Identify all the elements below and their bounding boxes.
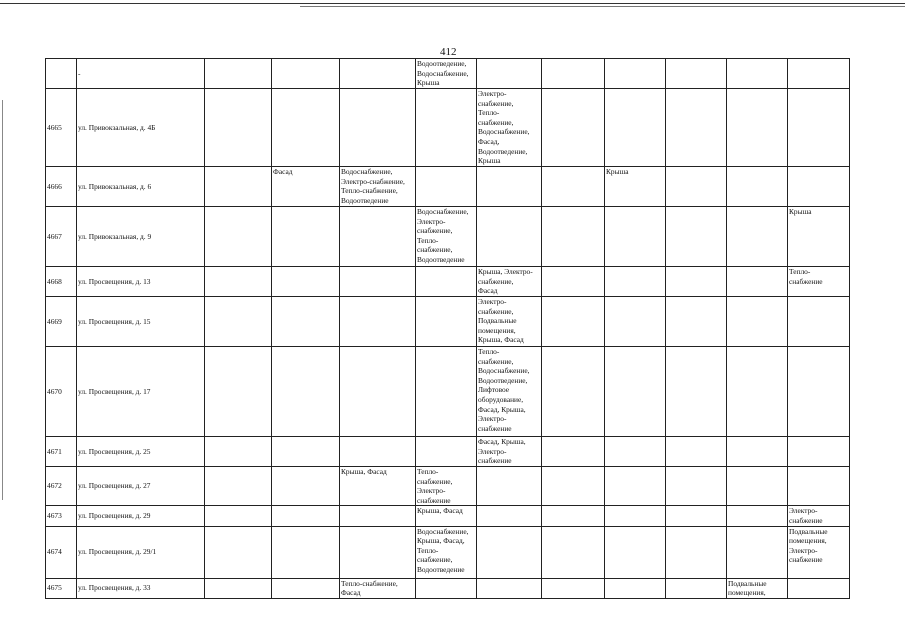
work-type-cell [666, 89, 727, 167]
work-type-cell: Подвальные помещения, [727, 578, 788, 598]
work-type-cell [340, 526, 416, 578]
work-type-cell [666, 506, 727, 526]
work-type-cell [788, 59, 850, 89]
work-type-cell: Электро- снабжение, Тепло- снабжение, Водоснабжение, Фасад, Водоотведение, Крыша [477, 89, 542, 167]
row-number-cell: 4666 [46, 167, 77, 207]
work-type-cell [477, 167, 542, 207]
work-type-cell [542, 437, 605, 467]
work-type-cell [666, 578, 727, 598]
work-type-cell [727, 207, 788, 267]
work-type-cell: Крыша [788, 207, 850, 267]
work-type-cell [727, 59, 788, 89]
row-number-cell: 4665 [46, 89, 77, 167]
work-type-cell [542, 506, 605, 526]
work-type-cell [605, 89, 666, 167]
work-type-cell: Электро- снабжение [788, 506, 850, 526]
work-type-cell: Подвальные помещения, Электро- снабжение [788, 526, 850, 578]
work-type-cell [666, 437, 727, 467]
work-type-cell [205, 347, 272, 437]
work-type-cell [477, 59, 542, 89]
table-row [46, 526, 850, 578]
work-type-cell [205, 167, 272, 207]
work-type-cell [666, 297, 727, 347]
work-type-cell [788, 437, 850, 467]
work-type-cell [605, 267, 666, 297]
row-number-cell: 4673 [46, 506, 77, 526]
work-type-cell [477, 526, 542, 578]
table-row [46, 347, 850, 437]
address-cell: ул. Просвещения, д. 27 [77, 467, 205, 506]
work-type-cell [605, 437, 666, 467]
work-type-cell [205, 59, 272, 89]
work-type-cell [272, 506, 340, 526]
address-cell: ул. Просвещения, д. 17 [77, 347, 205, 437]
work-type-cell [605, 59, 666, 89]
address-cell: ул. Привокзальная, д. 6 [77, 167, 205, 207]
work-type-cell [788, 578, 850, 598]
work-type-cell [788, 297, 850, 347]
work-type-cell [272, 578, 340, 598]
work-type-cell [416, 167, 477, 207]
work-type-cell [542, 59, 605, 89]
work-type-cell [272, 59, 340, 89]
address-cell: ул. Просвещения, д. 29 [77, 506, 205, 526]
work-type-cell [477, 506, 542, 526]
work-type-cell [416, 297, 477, 347]
work-type-cell [272, 347, 340, 437]
row-number-cell: 4670 [46, 347, 77, 437]
register-table [45, 58, 850, 599]
work-type-cell [666, 347, 727, 437]
work-type-cell [542, 578, 605, 598]
work-type-cell [272, 267, 340, 297]
work-type-cell [666, 59, 727, 89]
work-type-cell [205, 526, 272, 578]
work-type-cell [272, 89, 340, 167]
work-type-cell [542, 297, 605, 347]
work-type-cell [666, 526, 727, 578]
work-type-cell [788, 167, 850, 207]
work-type-cell [205, 578, 272, 598]
work-type-cell [416, 437, 477, 467]
work-type-cell [666, 167, 727, 207]
work-type-cell [416, 267, 477, 297]
address-cell: ул. Просвещения, д. 33 [77, 578, 205, 598]
work-type-cell: Крыша, Фасад [340, 467, 416, 506]
address-cell: ул. Привокзальная, д. 4Б [77, 89, 205, 167]
register-rows [46, 59, 850, 599]
work-type-cell [788, 347, 850, 437]
work-type-cell [416, 89, 477, 167]
left-scan-edge [2, 100, 3, 500]
work-type-cell [727, 437, 788, 467]
work-type-cell [205, 267, 272, 297]
work-type-cell [727, 526, 788, 578]
work-type-cell [205, 467, 272, 506]
table-row [46, 267, 850, 297]
work-type-cell [605, 347, 666, 437]
address-cell: - [77, 59, 205, 89]
top-scan-line-2 [300, 6, 905, 7]
work-type-cell [727, 347, 788, 437]
address-cell: ул. Просвещения, д. 13 [77, 267, 205, 297]
work-type-cell [340, 506, 416, 526]
table-row [46, 167, 850, 207]
address-cell: ул. Привокзальная, д. 9 [77, 207, 205, 267]
table-row [46, 467, 850, 506]
work-type-cell: Фасад [272, 167, 340, 207]
table-row [46, 297, 850, 347]
work-type-cell [477, 207, 542, 267]
work-type-cell [272, 437, 340, 467]
work-type-cell [605, 297, 666, 347]
work-type-cell [477, 467, 542, 506]
work-type-cell [205, 506, 272, 526]
work-type-cell [542, 207, 605, 267]
row-number-cell [46, 59, 77, 89]
row-number-cell: 4671 [46, 437, 77, 467]
row-number-cell: 4672 [46, 467, 77, 506]
work-type-cell: Тепло- снабжение [788, 267, 850, 297]
work-type-cell [272, 526, 340, 578]
work-type-cell [605, 207, 666, 267]
row-number-cell: 4675 [46, 578, 77, 598]
address-cell: ул. Просвещения, д. 15 [77, 297, 205, 347]
work-type-cell [416, 578, 477, 598]
work-type-cell: Тепло- снабжение, Водоснабжение, Водоотведение, Лифтовое оборудование, Фасад, Крыша, Электро- снабжение [477, 347, 542, 437]
address-cell: ул. Просвещения, д. 29/1 [77, 526, 205, 578]
work-type-cell: Водоснабжение, Электро-снабжение, Тепло-снабжение, Водоотведение [340, 167, 416, 207]
work-type-cell [605, 526, 666, 578]
work-type-cell [205, 437, 272, 467]
work-type-cell [205, 297, 272, 347]
work-type-cell [542, 167, 605, 207]
work-type-cell [727, 267, 788, 297]
row-number-cell: 4669 [46, 297, 77, 347]
table-row [46, 437, 850, 467]
work-type-cell [272, 207, 340, 267]
work-type-cell [416, 347, 477, 437]
work-type-cell: Крыша, Фасад [416, 506, 477, 526]
work-type-cell [542, 267, 605, 297]
work-type-cell: Тепло- снабжение, Электро- снабжение [416, 467, 477, 506]
work-type-cell [542, 89, 605, 167]
table-row [46, 207, 850, 267]
work-type-cell: Водоснабжение, Крыша, Фасад, Тепло- снабжение, Водоотведение [416, 526, 477, 578]
work-type-cell: Крыша [605, 167, 666, 207]
work-type-cell [666, 267, 727, 297]
work-type-cell [340, 347, 416, 437]
work-type-cell [666, 207, 727, 267]
work-type-cell [727, 89, 788, 167]
work-type-cell [788, 89, 850, 167]
row-number-cell: 4667 [46, 207, 77, 267]
work-type-cell [340, 89, 416, 167]
work-type-cell [542, 526, 605, 578]
work-type-cell [727, 297, 788, 347]
work-type-cell: Тепло-снабжение, Фасад [340, 578, 416, 598]
work-type-cell: Водоотведение, Водоснабжение, Крыша [416, 59, 477, 89]
table-row [46, 59, 850, 89]
work-type-cell [340, 59, 416, 89]
work-type-cell [727, 467, 788, 506]
work-type-cell [542, 347, 605, 437]
work-type-cell: Водоснабжение, Электро- снабжение, Тепло- снабжение, Водоотведение [416, 207, 477, 267]
work-type-cell [477, 578, 542, 598]
work-type-cell [340, 437, 416, 467]
table-row [46, 578, 850, 598]
row-number-cell: 4674 [46, 526, 77, 578]
work-type-cell: Фасад, Крыша, Электро- снабжение [477, 437, 542, 467]
work-type-cell [340, 267, 416, 297]
work-type-cell: Крыша, Электро- снабжение, Фасад [477, 267, 542, 297]
work-type-cell [340, 207, 416, 267]
top-scan-line [0, 3, 905, 4]
work-type-cell [605, 578, 666, 598]
work-type-cell [788, 467, 850, 506]
work-type-cell [205, 89, 272, 167]
work-type-cell [605, 506, 666, 526]
work-type-cell [272, 467, 340, 506]
row-number-cell: 4668 [46, 267, 77, 297]
work-type-cell [205, 207, 272, 267]
work-type-cell [666, 467, 727, 506]
work-type-cell [727, 506, 788, 526]
work-type-cell [340, 297, 416, 347]
address-cell: ул. Просвещения, д. 25 [77, 437, 205, 467]
work-type-cell [605, 467, 666, 506]
table-row [46, 89, 850, 167]
work-type-cell: Электро- снабжение, Подвальные помещения, Крыша, Фасад [477, 297, 542, 347]
work-type-cell [272, 297, 340, 347]
work-type-cell [727, 167, 788, 207]
page-number: 412 [440, 46, 457, 58]
table-row [46, 506, 850, 526]
work-type-cell [542, 467, 605, 506]
